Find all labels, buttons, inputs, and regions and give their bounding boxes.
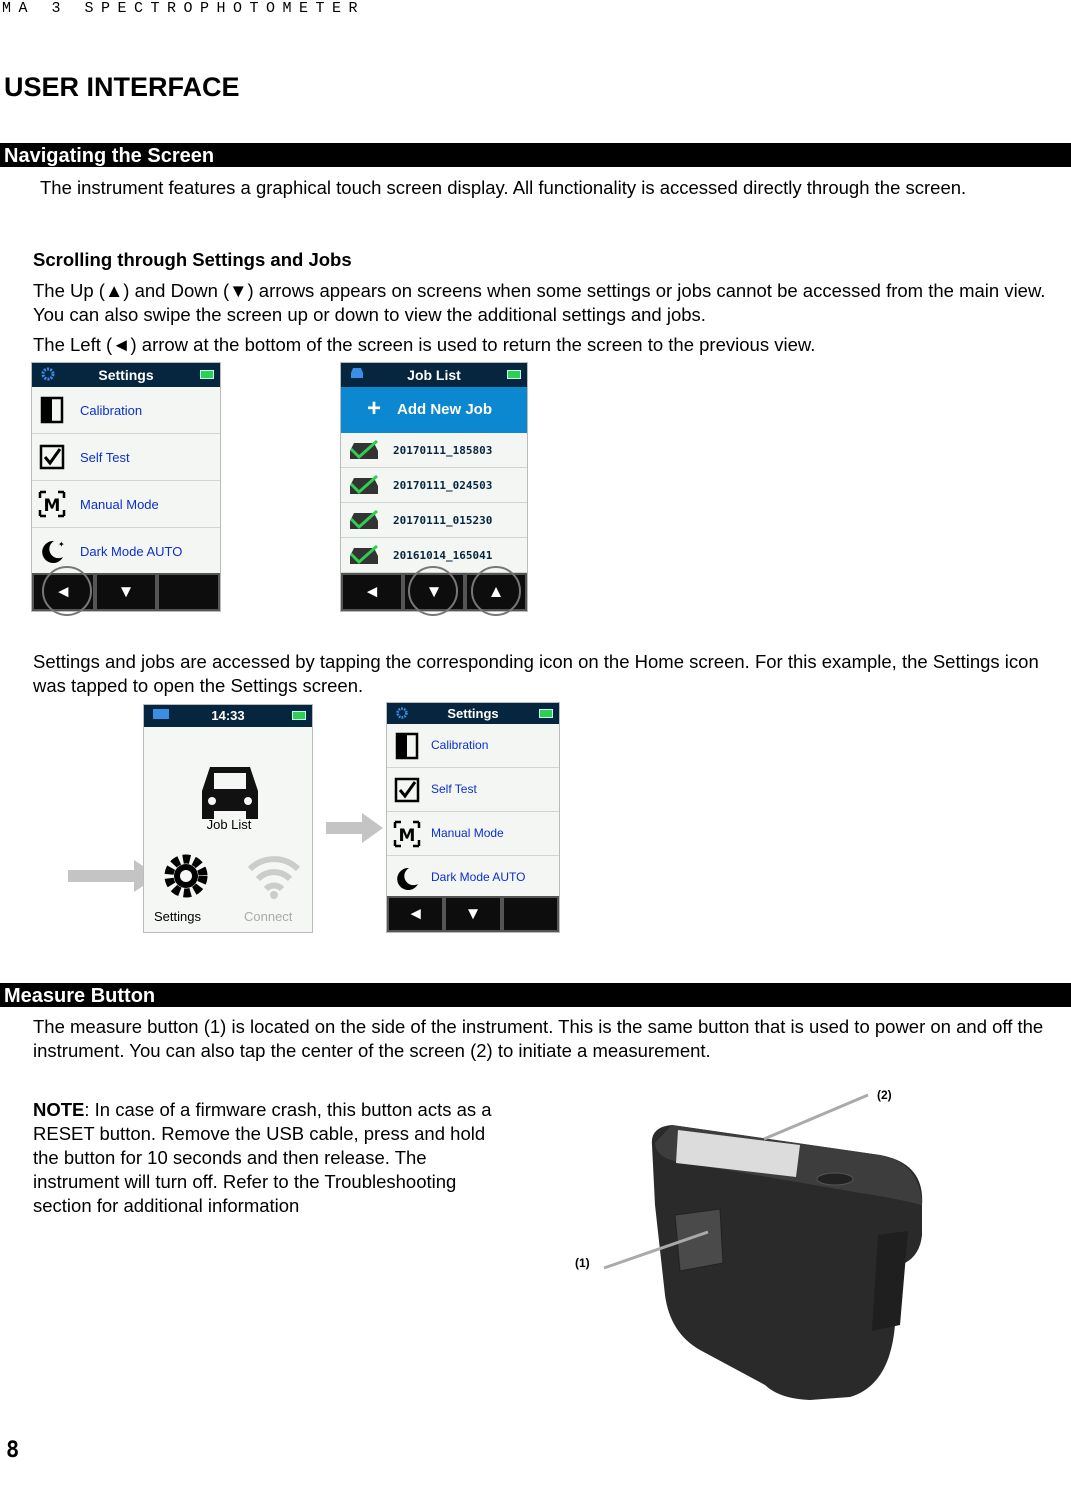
plus-icon: + [367, 395, 382, 422]
settings-item-label: Dark Mode AUTO [431, 870, 526, 884]
up-button[interactable]: ▲ [465, 573, 527, 611]
battery-icon [507, 370, 521, 379]
moon-icon [38, 537, 66, 565]
manual-mode-icon [393, 820, 421, 848]
checkbox-icon [38, 443, 66, 471]
job-car-icon [347, 509, 381, 531]
settings-item-label: Self Test [431, 782, 477, 796]
note-label: NOTE [33, 1099, 85, 1120]
down-button[interactable]: ▼ [95, 573, 158, 611]
settings-title-bar [32, 363, 220, 387]
intro-paragraph: The instrument features a graphical touch screen display. All functionality is accessed directly through the screen. [40, 177, 967, 198]
calibration-icon [393, 732, 421, 760]
scroll-paragraph-2: The Left (◄) arrow at the bottom of the screen is used to return the screen to the previous view. [33, 334, 816, 355]
settings-item-label: Self Test [80, 450, 130, 465]
up-button-highlight [471, 566, 521, 616]
settings-item-label: Dark Mode AUTO [80, 544, 183, 559]
job-list-label: Job List [206, 817, 252, 832]
settings-item-label: Manual Mode [80, 497, 159, 512]
job-label: 20170111_015230 [393, 514, 493, 527]
settings-item-calibration[interactable] [32, 387, 220, 434]
job-label: 20170111_185803 [393, 444, 493, 457]
settings-title-bar [387, 703, 559, 724]
calibration-icon [38, 396, 66, 424]
settings-item-manual-mode[interactable] [387, 812, 559, 856]
scroll-paragraph-1: The Up (▲) and Down (▼) arrows appears on screens when some settings or jobs cannot be accessed from the main view. You can also swipe the screen up or down to view the additional settings and jobs. [33, 280, 1046, 325]
section-bar-measure: Measure Button [0, 983, 1071, 1007]
settings-item-manual-mode[interactable] [32, 481, 220, 528]
battery-icon [200, 370, 214, 379]
job-list-title-bar [341, 363, 527, 387]
settings-item-dark-mode[interactable] [387, 856, 559, 900]
scroll-subheading: Scrolling through Settings and Jobs [33, 249, 352, 270]
transition-arrow-icon [326, 812, 384, 844]
running-head: MA 3 SPECTROPHOTOMETER [2, 0, 366, 17]
settings-label: Settings [154, 909, 201, 924]
section-bar-navigating: Navigating the Screen [0, 143, 1071, 167]
checkbox-icon [393, 776, 421, 804]
home-time: 14:33 [211, 708, 245, 723]
job-car-icon [347, 544, 381, 566]
job-car-icon [347, 474, 381, 496]
home-title-bar [144, 705, 312, 727]
back-button[interactable]: ◄ [387, 896, 444, 932]
empty-button [157, 573, 220, 611]
down-button[interactable]: ▼ [403, 573, 465, 611]
svg-text:M: M [398, 826, 416, 846]
access-paragraph: Settings and jobs are accessed by tapping the corresponding icon on the Home screen. For this example, the Settings icon was tapped to open the Settings screen. [33, 651, 1039, 696]
job-row[interactable] [341, 468, 527, 503]
settings-item-label: Calibration [80, 403, 143, 418]
back-button[interactable]: ◄ [32, 573, 95, 611]
page-number: 8 [6, 1438, 20, 1463]
settings-item-label: Calibration [431, 738, 489, 752]
manual-mode-icon [38, 490, 66, 518]
settings-gear-icon[interactable] [160, 850, 212, 902]
job-label: 20161014_165041 [393, 549, 493, 562]
svg-text:M: M [43, 496, 61, 516]
note-text: : In case of a firmware crash, this button acts as a RESET button. Remove the USB cable, press and hold the button for 10 seconds and then release. The instrument will turn off. Refer to the Troubleshooting section for additional information [33, 1099, 492, 1216]
battery-icon [539, 709, 553, 718]
wifi-icon[interactable] [246, 853, 302, 899]
connect-label: Connect [244, 909, 293, 924]
add-new-job-label: Add New Job [397, 401, 493, 418]
callout-2-leader [760, 1093, 870, 1141]
settings-title: Settings [98, 367, 154, 383]
callout-1-label: (1) [575, 1256, 590, 1270]
battery-icon [292, 711, 306, 720]
home-screen [143, 704, 313, 933]
settings-item-calibration[interactable] [387, 724, 559, 768]
job-list-car-icon[interactable] [196, 761, 264, 823]
job-label: 20170111_024503 [393, 479, 493, 492]
job-row[interactable] [341, 433, 527, 468]
page-title: USER INTERFACE [4, 72, 240, 102]
settings-screen-result [386, 702, 560, 933]
settings-item-self-test[interactable] [32, 434, 220, 481]
empty-button [502, 896, 559, 932]
add-new-job-button[interactable] [341, 387, 527, 433]
back-button-highlight [42, 566, 92, 616]
back-button[interactable]: ◄ [341, 573, 403, 611]
svg-text:✦: ✦ [58, 540, 65, 549]
settings-title: Settings [447, 706, 499, 721]
job-list-title: Job List [407, 367, 461, 383]
measure-paragraph: The measure button (1) is located on the side of the instrument. This is the same button that is used to power on and off the instrument. You can also tap the center of the screen (2) to initiate a measurement. [33, 1016, 1044, 1061]
job-car-icon [347, 439, 381, 461]
settings-nav-bar [387, 896, 559, 932]
settings-item-self-test[interactable] [387, 768, 559, 812]
down-button-highlight [408, 566, 458, 616]
callout-2-label: (2) [877, 1088, 892, 1102]
down-button[interactable]: ▼ [444, 896, 501, 932]
settings-item-label: Manual Mode [431, 826, 504, 840]
callout-1-leader [602, 1230, 712, 1270]
job-row[interactable] [341, 503, 527, 538]
moon-icon [393, 864, 421, 892]
note-paragraph [33, 1098, 511, 1218]
